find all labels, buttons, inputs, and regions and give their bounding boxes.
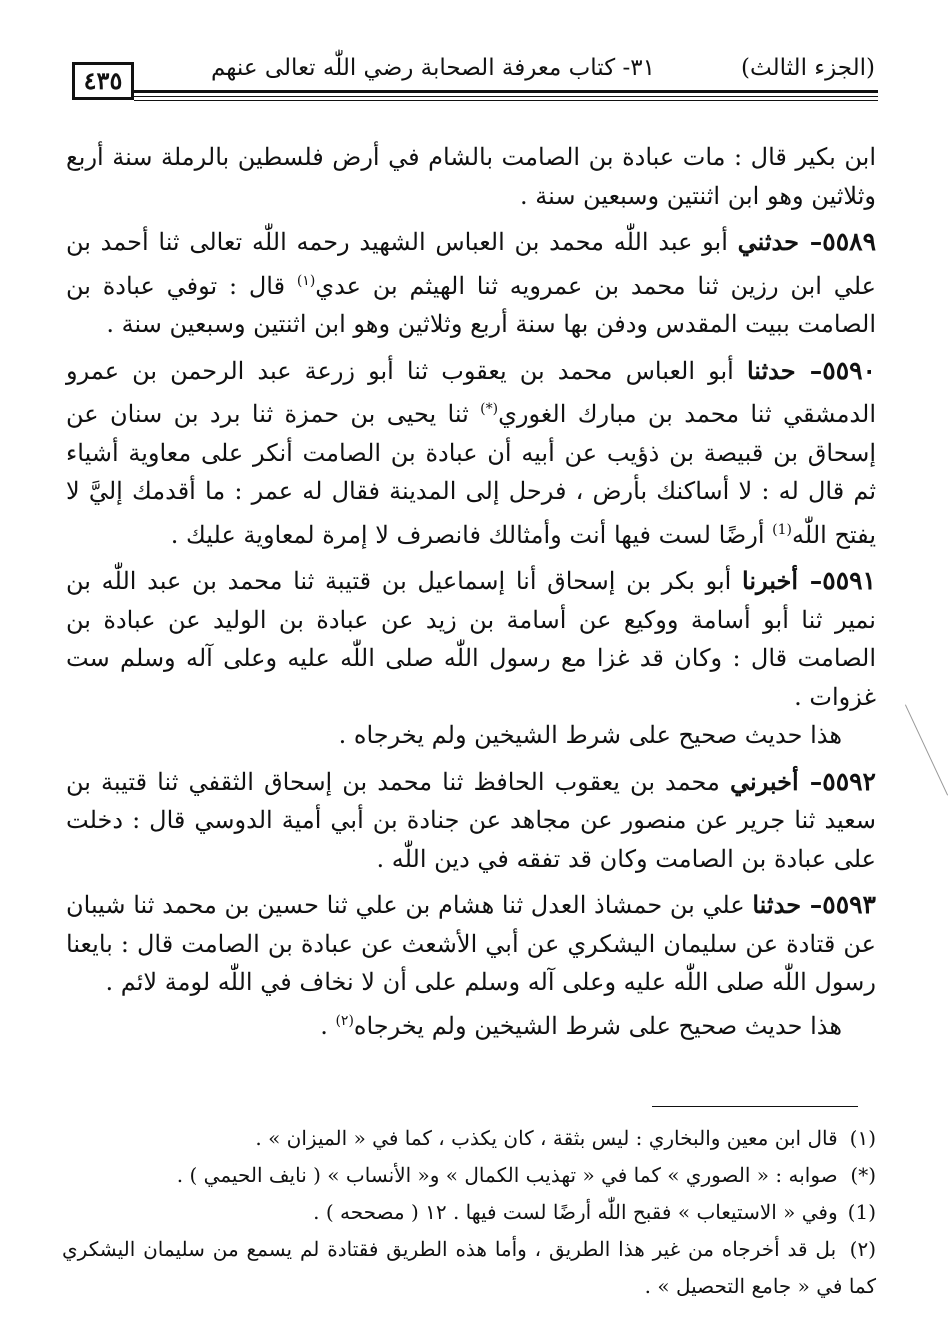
hadith-5592: ٥٥٩٢– أخبرني محمد بن يعقوب الحافظ ثنا محمد بن إسحاق الثقفي ثنا قتيبة بن سعيد ثنا جرير عن منصور عن مجاهد عن جنادة بن أبي أمية الدوسي قال : دخلت على عبادة بن الصامت وكان قد تفقه في دين اللّٰه . — [66, 766, 876, 873]
footnote: (1) وفي « الاستيعاب » فقبح اللّٰه أرضًا لست فيها . ١٢ ( مصححه ) . — [62, 1194, 876, 1231]
hadith-5589: ٥٥٨٩– حدثني أبو عبد اللّٰه محمد بن العباس الشهيد رحمه اللّٰه تعالى ثنا أحمد بن علي ابن رزين ثنا محمد بن عمرويه ثنا الهيثم بن عدي$^{(١)}$ قال : توفي عبادة بن الصامت ببيت المقدس ودفن بها سنة أربع وثلاثين وهو ابن اثنتين وسبعين سنة . — [66, 227, 877, 338]
header-rule-thin — [134, 96, 878, 97]
footnotes — [62, 1120, 876, 1305]
footnote: (٢) بل قد أخرجاه من غير هذا الطريق ، وأما هذه الطريق فقتادة لم يسمع من سليمان اليشكري كما في « جامع التحصيل » . — [62, 1231, 876, 1305]
header-rule-thin-2 — [134, 100, 878, 101]
footnote-mark: (١) — [849, 1126, 876, 1150]
footnote-mark: (1) — [847, 1200, 876, 1224]
hadith-grading: هذا حديث صحيح على شرط الشيخين ولم يخرجاه$^{(٢)}$ . — [320, 1011, 842, 1040]
transmission-keyword: أخبرنا — [742, 566, 798, 595]
footnote-separator — [652, 1106, 858, 1107]
paragraph: ابن بكير قال : مات عبادة بن الصامت بالشام في أرض فلسطين بالرملة سنة أربع وثلاثين وهو ابن اثنتين وسبعين سنة . — [66, 143, 876, 210]
footnote-ref[interactable]: (1) — [772, 521, 793, 538]
page-number: ٤٣٥ — [72, 62, 134, 100]
hadith-grading: هذا حديث صحيح على شرط الشيخين ولم يخرجاه . — [338, 721, 842, 749]
scan-margin-line — [905, 704, 948, 795]
hadith-number: ٥٥٩٣ — [822, 890, 876, 919]
running-title: ٣١- كتاب معرفة الصحابة رضي اللّٰه تعالى عنهم — [211, 55, 655, 81]
footnote-mark: (*) — [850, 1163, 876, 1187]
footnote-mark: (٢) — [849, 1237, 877, 1261]
main-text — [66, 138, 876, 1053]
footnote: (*) صوابه : « الصوري » كما في « تهذيب الكمال » و« الأنساب » ( نايف الحيمي ) . — [62, 1157, 876, 1194]
hadith-5591: ٥٥٩١– أخبرنا أبو بكر بن إسحاق أنا إسماعيل بن قتيبة ثنا محمد بن عبد اللّٰه بن نمير ثنا أبو أسامة ووكيع عن أسامة بن زيد عن عبادة بن الوليد عن عبادة بن الصامت قال : وكان قد غزا مع رسول اللّٰه صلى اللّٰه عليه وعلى آله وسلم ست غزوات . — [66, 566, 876, 711]
hadith-5593: ٥٥٩٣– حدثنا علي بن حمشاذ العدل ثنا هشام بن علي ثنا حسين بن محمد ثنا شيبان عن قتادة عن سليمان اليشكري عن أبي الأشعث عن عبادة بن الصامت قال : بايعنا رسول اللّٰه صلى اللّٰه عليه وعلى آله وسلم على أن لا نخاف في اللّٰه لومة لائم . — [66, 890, 876, 996]
hadith-number: ٥٥٩٢ — [822, 766, 876, 796]
transmission-keyword: أخبرني — [729, 766, 799, 796]
part-label: (الجزء الثالث) — [741, 55, 875, 81]
hadith-number: ٥٥٩٠ — [822, 355, 876, 385]
transmission-keyword: حدثنا — [752, 890, 802, 919]
hadith-number: ٥٥٨٩ — [822, 227, 876, 256]
hadith-number: ٥٥٩١ — [822, 566, 876, 595]
transmission-keyword: حدثني — [737, 227, 799, 256]
footnote-ref[interactable]: (*) — [480, 401, 499, 417]
footnote-ref[interactable]: (٢) — [335, 1012, 354, 1029]
header-rule-thick — [134, 90, 878, 93]
transmission-keyword: حدثنا — [746, 355, 796, 385]
footnote: (١) قال ابن معين والبخاري : ليس بثقة ، كان يكذب ، كما في « الميزان » . — [62, 1120, 876, 1157]
hadith-5590: ٥٥٩٠– حدثنا أبو العباس محمد بن يعقوب ثنا أبو زرعة عبد الرحمن بن عمرو الدمشقي ثنا محمد بن مبارك الغوري(*) ثنا يحيى بن حمزة ثنا برد بن سنان عن إسحاق بن قبيصة بن ذؤيب عن أبيه أن عبادة بن الصامت أنكر على معاوية أشياء ثم قال له : لا أساكنك بأرض ، فرحل إلى المدينة فقال له عمر : ما أقدمك إليَّ لا يفتح اللّٰه$^{(1)}$ أرضًا لست فيها أنت وأمثالك فانصرف لا إمرة لمعاوية عليك . — [66, 355, 877, 549]
footnote-ref[interactable]: (١) — [296, 272, 316, 289]
